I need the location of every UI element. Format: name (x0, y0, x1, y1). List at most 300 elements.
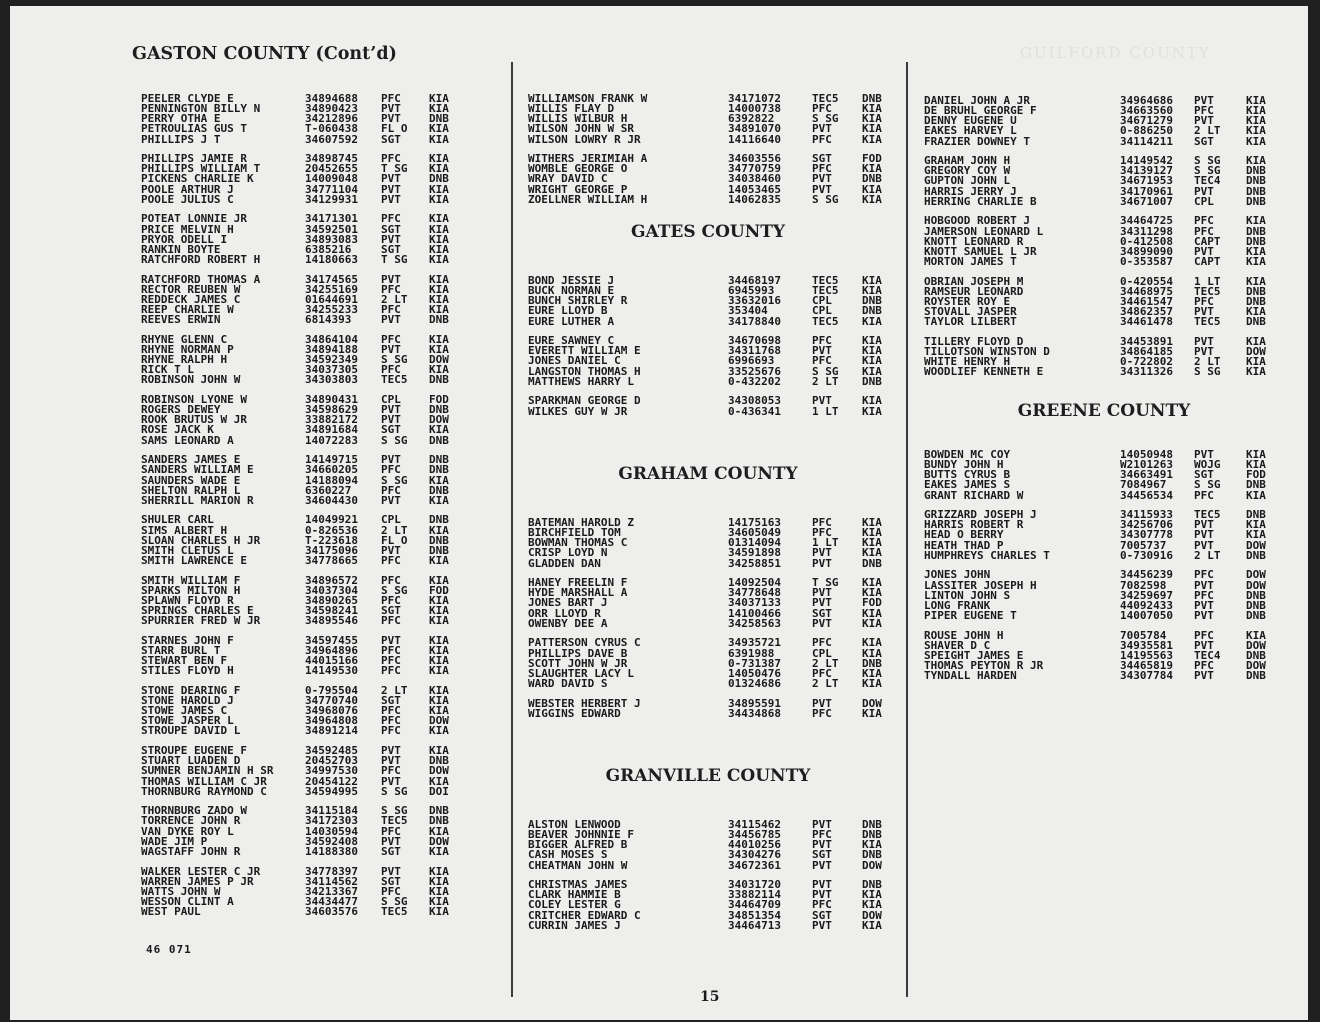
entry-status: DNB (429, 533, 449, 547)
roster-entry (141, 375, 469, 385)
entry-name: SPLAWN FLOYD R (141, 593, 234, 607)
roster-group (141, 515, 469, 566)
entry-status: DOW (862, 696, 882, 710)
entry-name: ROUSE JOHN H (924, 628, 1004, 642)
entry-serial-number: 34671007 (1120, 194, 1173, 208)
entry-name: EAKES JAMES S (924, 478, 1011, 492)
roster-entry (924, 548, 1286, 562)
entry-status: KIA (429, 824, 449, 838)
entry-serial-number: 34592485 (305, 744, 358, 758)
entry-name: WEBSTER HERBERT J (528, 696, 641, 710)
entry-status: KIA (429, 182, 449, 196)
entry-rank: CPL (381, 513, 401, 527)
entry-status: DNB (862, 828, 882, 842)
roster-entry (924, 194, 1286, 208)
entry-serial-number: 6945993 (728, 284, 775, 298)
county-roster (924, 96, 1286, 387)
roster-group (924, 334, 1286, 379)
entry-serial-number: 14030594 (305, 824, 358, 838)
entry-rank: PVT (381, 543, 401, 557)
entry-serial-number: 6392822 (728, 112, 775, 126)
entry-name: HANEY FREELIN F (528, 576, 628, 590)
entry-name: DE BRUHL GEORGE F (924, 104, 1037, 118)
entry-serial-number: 6814393 (305, 313, 352, 327)
entry-rank: TEC5 (812, 284, 839, 298)
entry-rank: SGT (381, 844, 401, 858)
entry-status: KIA (1246, 305, 1266, 319)
entry-serial-number: 34464713 (728, 918, 781, 932)
entry-status: KIA (862, 284, 882, 298)
entry-status: KIA (429, 844, 449, 858)
entry-name: OWENBY DEE A (528, 616, 608, 630)
entry-rank: CAPT (1194, 234, 1221, 248)
roster-entry (141, 616, 469, 626)
entry-serial-number: 14149542 (1120, 154, 1173, 168)
entry-status: KIA (862, 576, 882, 590)
entry-status: KIA (429, 593, 449, 607)
entry-name: TILLERY FLOYD D (924, 334, 1024, 348)
entry-rank: PVT (1194, 94, 1214, 107)
entry-rank: PVT (1194, 114, 1214, 128)
entry-serial-number: 34672361 (728, 858, 781, 872)
entry-name: SLOAN CHARLES H JR (141, 533, 261, 547)
entry-serial-number: 34964896 (305, 643, 358, 657)
entry-name: JONES JOHN (924, 568, 991, 582)
entry-rank: PVT (1194, 344, 1214, 358)
entry-rank: SGT (812, 908, 832, 922)
entry-rank: PFC (812, 334, 832, 348)
entry-name: WATTS JOHN W (141, 884, 221, 898)
entry-status: KIA (429, 664, 449, 678)
entry-name: CHRISTMAS JAMES (528, 878, 628, 892)
entry-name: DENNY EUGENE U (924, 114, 1017, 128)
entry-serial-number: 34671953 (1120, 174, 1173, 188)
roster-entry (528, 706, 902, 720)
entry-name: EURE LUTHER A (528, 314, 615, 328)
entry-rank: PVT (381, 453, 401, 467)
entry-name: GRIZZARD JOSEPH J (924, 508, 1037, 522)
entry-status: KIA (1246, 134, 1266, 148)
entry-serial-number: 34862357 (1120, 305, 1173, 319)
entry-serial-number: 14188094 (305, 473, 358, 487)
entry-status: KIA (862, 102, 882, 116)
entry-status: DNB (429, 403, 449, 417)
entry-name: ROBINSON JOHN W (141, 373, 241, 387)
entry-serial-number: 7084967 (1120, 478, 1167, 492)
entry-status: DOW (862, 858, 882, 872)
entry-serial-number: 34172303 (305, 814, 358, 828)
entry-name: CLARK HAMMIE B (528, 888, 621, 902)
entry-rank: PVT (381, 774, 401, 788)
entry-name: HEATH THAD P (924, 538, 1004, 552)
entry-name: HOBGOOD ROBERT J (924, 214, 1030, 228)
entry-serial-number: 34256706 (1120, 518, 1173, 532)
entry-status: FOD (1246, 468, 1266, 482)
entry-serial-number: 34255169 (305, 282, 358, 296)
entry-serial-number: 14149715 (305, 453, 358, 467)
entry-rank: PFC (381, 483, 401, 497)
entry-status: KIA (862, 546, 882, 560)
entry-status: DNB (429, 754, 449, 768)
roster-entry (924, 488, 1286, 502)
entry-name: BOWDEN MC COY (924, 448, 1011, 461)
bleed-through-text: GUILFORD COUNTY (1020, 44, 1211, 62)
entry-serial-number: 34307778 (1120, 528, 1173, 542)
roster-entry (528, 676, 902, 690)
entry-serial-number: 44015166 (305, 654, 358, 668)
entry-status: DNB (1246, 164, 1266, 178)
entry-name: RHYNE RALPH H (141, 353, 228, 367)
roster-group (141, 864, 469, 919)
entry-serial-number: 34456785 (728, 828, 781, 842)
entry-name: WALKER LESTER C JR (141, 864, 261, 878)
entry-rank: TEC5 (812, 92, 839, 105)
entry-rank: S SG (1194, 164, 1221, 178)
entry-serial-number: 34598241 (305, 604, 358, 618)
entry-name: WARREN JAMES P JR (141, 874, 254, 888)
entry-status: KIA (429, 694, 449, 708)
entry-name: WRAY DAVID C (528, 172, 608, 186)
entry-status: KIA (429, 152, 449, 166)
entry-name: GREGORY COY W (924, 164, 1011, 178)
entry-status: DNB (862, 656, 882, 670)
county-heading: GREENE COUNTY (1017, 401, 1191, 421)
entry-status: KIA (429, 272, 449, 286)
entry-status: FOD (429, 583, 449, 597)
entry-serial-number: 34311298 (1120, 224, 1173, 238)
entry-rank: PVT (381, 172, 401, 186)
entry-rank: 1 LT (1194, 274, 1221, 288)
entry-serial-number: 34890431 (305, 393, 358, 407)
roster-group (924, 450, 1286, 501)
entry-serial-number: 34890265 (305, 593, 358, 607)
entry-status: DNB (1246, 669, 1266, 683)
entry-status: DNB (1246, 315, 1266, 329)
entry-name: GRANT RICHARD W (924, 488, 1024, 502)
entry-serial-number: 20452655 (305, 162, 358, 176)
entry-rank: S SG (1194, 154, 1221, 168)
entry-status: KIA (429, 342, 449, 356)
entry-serial-number: 14050948 (1120, 448, 1173, 461)
entry-rank: PFC (381, 573, 401, 587)
entry-serial-number: 34453891 (1120, 334, 1173, 348)
entry-name: PENNINGTON BILLY N (141, 102, 261, 116)
entry-name: PRYOR ODELL I (141, 232, 228, 246)
entry-serial-number: 34434868 (728, 706, 781, 720)
entry-status: KIA (862, 516, 882, 529)
entry-status: KIA (429, 704, 449, 718)
entry-status: KIA (429, 864, 449, 878)
entry-serial-number: 34213367 (305, 884, 358, 898)
entry-rank: S SG (381, 583, 408, 597)
roster-group (141, 214, 469, 265)
entry-serial-number: 34605049 (728, 526, 781, 540)
entry-rank: S SG (381, 353, 408, 367)
entry-serial-number: 34434477 (305, 894, 358, 908)
entry-serial-number: 34594995 (305, 784, 358, 798)
entry-rank: 2 LT (1194, 548, 1221, 562)
entry-rank: 2 LT (381, 683, 408, 697)
entry-serial-number: 34896572 (305, 573, 358, 587)
entry-serial-number: 7005737 (1120, 538, 1167, 552)
entry-serial-number: 34597455 (305, 633, 358, 647)
entry-name: LONG FRANK (924, 598, 991, 612)
entry-serial-number: 44010256 (728, 838, 781, 852)
entry-name: LANGSTON THOMAS H (528, 364, 641, 378)
entry-name: RAMSEUR LEONARD (924, 284, 1024, 298)
entry-serial-number: 34591898 (728, 546, 781, 560)
entry-serial-number: 0-436341 (728, 404, 781, 418)
entry-serial-number: 34129931 (305, 192, 358, 206)
entry-status: DNB (429, 543, 449, 557)
entry-rank: PVT (812, 878, 832, 892)
roster-group (924, 570, 1286, 621)
entry-status: KIA (862, 344, 882, 358)
entry-name: HUMPHREYS CHARLES T (924, 548, 1050, 562)
entry-rank: CPL (812, 294, 832, 308)
entry-serial-number: 0-731387 (728, 656, 781, 670)
entry-serial-number: 34175096 (305, 543, 358, 557)
roster-entry (141, 252, 469, 266)
entry-serial-number: 14009048 (305, 172, 358, 186)
entry-name: TYNDALL HARDEN (924, 669, 1017, 683)
entry-rank: PFC (812, 706, 832, 720)
roster-group (141, 332, 469, 387)
entry-serial-number: 0-795504 (305, 683, 358, 697)
entry-serial-number: 14050476 (728, 666, 781, 680)
entry-status: KIA (1246, 104, 1266, 118)
roster-group (141, 806, 469, 857)
entry-rank: PVT (381, 313, 401, 327)
entry-serial-number: 34778397 (305, 864, 358, 878)
entry-status: KIA (429, 744, 449, 758)
entry-status: DOW (1246, 538, 1266, 552)
entry-status: KIA (429, 774, 449, 788)
entry-name: WADE JIM P (141, 834, 208, 848)
roster-entry (924, 254, 1286, 268)
entry-serial-number: 34603576 (305, 905, 358, 919)
entry-status: KIA (1246, 365, 1266, 379)
entry-status: KIA (1246, 94, 1266, 107)
entry-rank: PFC (812, 102, 832, 116)
entry-rank: 2 LT (1194, 355, 1221, 369)
entry-status: DOW (429, 714, 449, 728)
entry-rank: T SG (381, 162, 408, 176)
entry-serial-number: 34771104 (305, 182, 358, 196)
entry-rank: PVT (1194, 638, 1214, 652)
entry-name: RATCHFORD ROBERT H (141, 252, 261, 266)
entry-rank: PFC (1194, 488, 1214, 502)
entry-name: LASSITER JOSEPH H (924, 578, 1037, 592)
entry-serial-number: 34114562 (305, 874, 358, 888)
entry-serial-number: 34592349 (305, 353, 358, 367)
entry-rank: TEC5 (812, 274, 839, 287)
entry-rank: PVT (812, 696, 832, 710)
entry-rank: PVT (812, 596, 832, 610)
entry-status: DOW (429, 353, 449, 367)
entry-name: STOWE JAMES C (141, 704, 228, 718)
entry-serial-number: 34592501 (305, 222, 358, 236)
entry-name: ROBINSON LYONE W (141, 393, 247, 407)
entry-status: KIA (1246, 355, 1266, 369)
entry-status: KIA (1246, 448, 1266, 461)
entry-serial-number: 34468197 (728, 274, 781, 287)
entry-status: KIA (862, 636, 882, 650)
entry-status: DNB (1246, 194, 1266, 208)
entry-status: DOW (1246, 568, 1266, 582)
entry-serial-number: 34778665 (305, 553, 358, 567)
entry-serial-number: 14180663 (305, 252, 358, 266)
entry-status: KIA (862, 676, 882, 690)
entry-serial-number: 20452703 (305, 754, 358, 768)
entry-status: KIA (429, 332, 449, 346)
entry-status: KIA (1246, 334, 1266, 348)
entry-rank: PFC (381, 714, 401, 728)
entry-name: EAKES HARVEY L (924, 124, 1017, 138)
entry-name: ROYSTER ROY E (924, 294, 1011, 308)
entry-name: STEWART BEN F (141, 654, 228, 668)
entry-rank: PFC (1194, 588, 1214, 602)
entry-name: SPARKMAN GEORGE D (528, 394, 641, 408)
roster-group (141, 633, 469, 678)
roster-group (528, 880, 902, 931)
entry-name: STROUPE EUGENE F (141, 744, 247, 758)
entry-status: KIA (862, 394, 882, 408)
entry-status: FOD (862, 152, 882, 166)
entry-rank: PFC (812, 354, 832, 368)
entry-status: KIA (429, 92, 449, 105)
entry-rank: S SG (1194, 365, 1221, 379)
entry-name: FRAZIER DOWNEY T (924, 134, 1030, 148)
roster-group (528, 518, 902, 569)
entry-name: REDDECK JAMES C (141, 292, 241, 306)
entry-rank: SGT (812, 152, 832, 166)
entry-status: DNB (1246, 608, 1266, 622)
entry-status: DNB (429, 172, 449, 186)
entry-serial-number: 6391988 (728, 646, 775, 660)
entry-status: DNB (1246, 234, 1266, 248)
entry-status: DNB (1246, 648, 1266, 662)
entry-name: SHULER CARL (141, 513, 214, 527)
entry-rank: PFC (812, 516, 832, 529)
entry-name: ROSE JACK K (141, 423, 214, 437)
entry-name: CURRIN JAMES J (528, 918, 621, 932)
entry-name: WOMBLE GEORGE O (528, 162, 628, 176)
entry-status: KIA (862, 646, 882, 660)
entry-rank: PVT (812, 122, 832, 136)
entry-serial-number: 34258851 (728, 556, 781, 570)
entry-status: KIA (862, 274, 882, 287)
entry-status: KIA (862, 132, 882, 146)
entry-rank: PFC (1194, 294, 1214, 308)
entry-serial-number: 34461547 (1120, 294, 1173, 308)
entry-rank: PVT (381, 413, 401, 427)
entry-name: RANKIN BOYTE (141, 242, 221, 256)
roster-entry (528, 314, 902, 328)
entry-status: KIA (862, 616, 882, 630)
entry-status: KIA (429, 222, 449, 236)
entry-name: RHYNE GLENN C (141, 332, 228, 346)
entry-name: PHILLIPS DAVE B (528, 646, 628, 660)
entry-serial-number: 14062835 (728, 192, 781, 206)
entry-name: HARRIS ROBERT R (924, 518, 1024, 532)
entry-rank: CPL (1194, 194, 1214, 208)
entry-name: ORR LLOYD R (528, 606, 601, 620)
entry-rank: PFC (812, 898, 832, 912)
entry-serial-number: 34935721 (728, 636, 781, 650)
entry-rank: SGT (812, 606, 832, 620)
entry-serial-number: 34770759 (728, 162, 781, 176)
entry-serial-number: 14072283 (305, 433, 358, 447)
entry-rank: PFC (381, 332, 401, 346)
entry-status: DOW (429, 834, 449, 848)
entry-status: DNB (429, 313, 449, 327)
roster-entry (141, 433, 469, 447)
county-heading: GRAHAM COUNTY (618, 464, 798, 484)
entry-status: KIA (862, 586, 882, 600)
entry-name: ROOK BRUTUS W JR (141, 413, 247, 427)
entry-status: DOW (862, 908, 882, 922)
entry-status: DNB (862, 294, 882, 308)
entry-name: POTEAT LONNIE JR (141, 212, 247, 226)
roster-entry (141, 726, 469, 736)
entry-serial-number: 34964808 (305, 714, 358, 728)
entry-status: KIA (862, 838, 882, 852)
entry-name: GUPTON JOHN L (924, 174, 1011, 188)
roster-group (924, 510, 1286, 561)
entry-status: KIA (429, 232, 449, 246)
roster-group (141, 746, 469, 797)
entry-name: HYDE MARSHALL A (528, 586, 628, 600)
entry-name: RECTOR REUBEN W (141, 282, 241, 296)
entry-status: KIA (429, 905, 449, 919)
entry-rank: TEC4 (1194, 174, 1221, 188)
entry-status: KIA (429, 242, 449, 256)
roster-group (141, 683, 469, 738)
entry-serial-number: 34851354 (728, 908, 781, 922)
entry-rank: SGT (381, 423, 401, 437)
entry-name: STOVALL JASPER (924, 305, 1017, 319)
entry-status: KIA (429, 303, 449, 317)
entry-name: DANIEL JOHN A JR (924, 94, 1030, 107)
entry-status: DOW (429, 413, 449, 427)
roster-group (528, 696, 902, 720)
entry-name: STARR BURL T (141, 643, 221, 657)
entry-name: CASH MOSES S (528, 848, 608, 862)
entry-serial-number: 34115933 (1120, 508, 1173, 522)
entry-serial-number: 0-412508 (1120, 234, 1173, 248)
entry-serial-number: 34895546 (305, 614, 358, 628)
entry-rank: SGT (812, 848, 832, 862)
entry-rank: 2 LT (812, 656, 839, 670)
entry-rank: PVT (1194, 334, 1214, 348)
entry-serial-number: W2101263 (1120, 458, 1173, 472)
entry-status: KIA (429, 292, 449, 306)
entry-rank: PFC (381, 463, 401, 477)
entry-rank: PFC (381, 282, 401, 296)
entry-status: KIA (862, 706, 882, 720)
entry-status: KIA (429, 473, 449, 487)
entry-serial-number: 33632016 (728, 294, 781, 308)
roster-group (924, 216, 1286, 267)
entry-rank: CAPT (1194, 254, 1221, 268)
entry-serial-number: 34031720 (728, 878, 781, 892)
entry-status: DNB (1246, 284, 1266, 298)
entry-status: DOI (429, 784, 449, 798)
county-roster (528, 820, 902, 940)
document-code: 46 071 (146, 943, 192, 956)
entry-name: PHILLIPS WILLIAM T (141, 162, 261, 176)
